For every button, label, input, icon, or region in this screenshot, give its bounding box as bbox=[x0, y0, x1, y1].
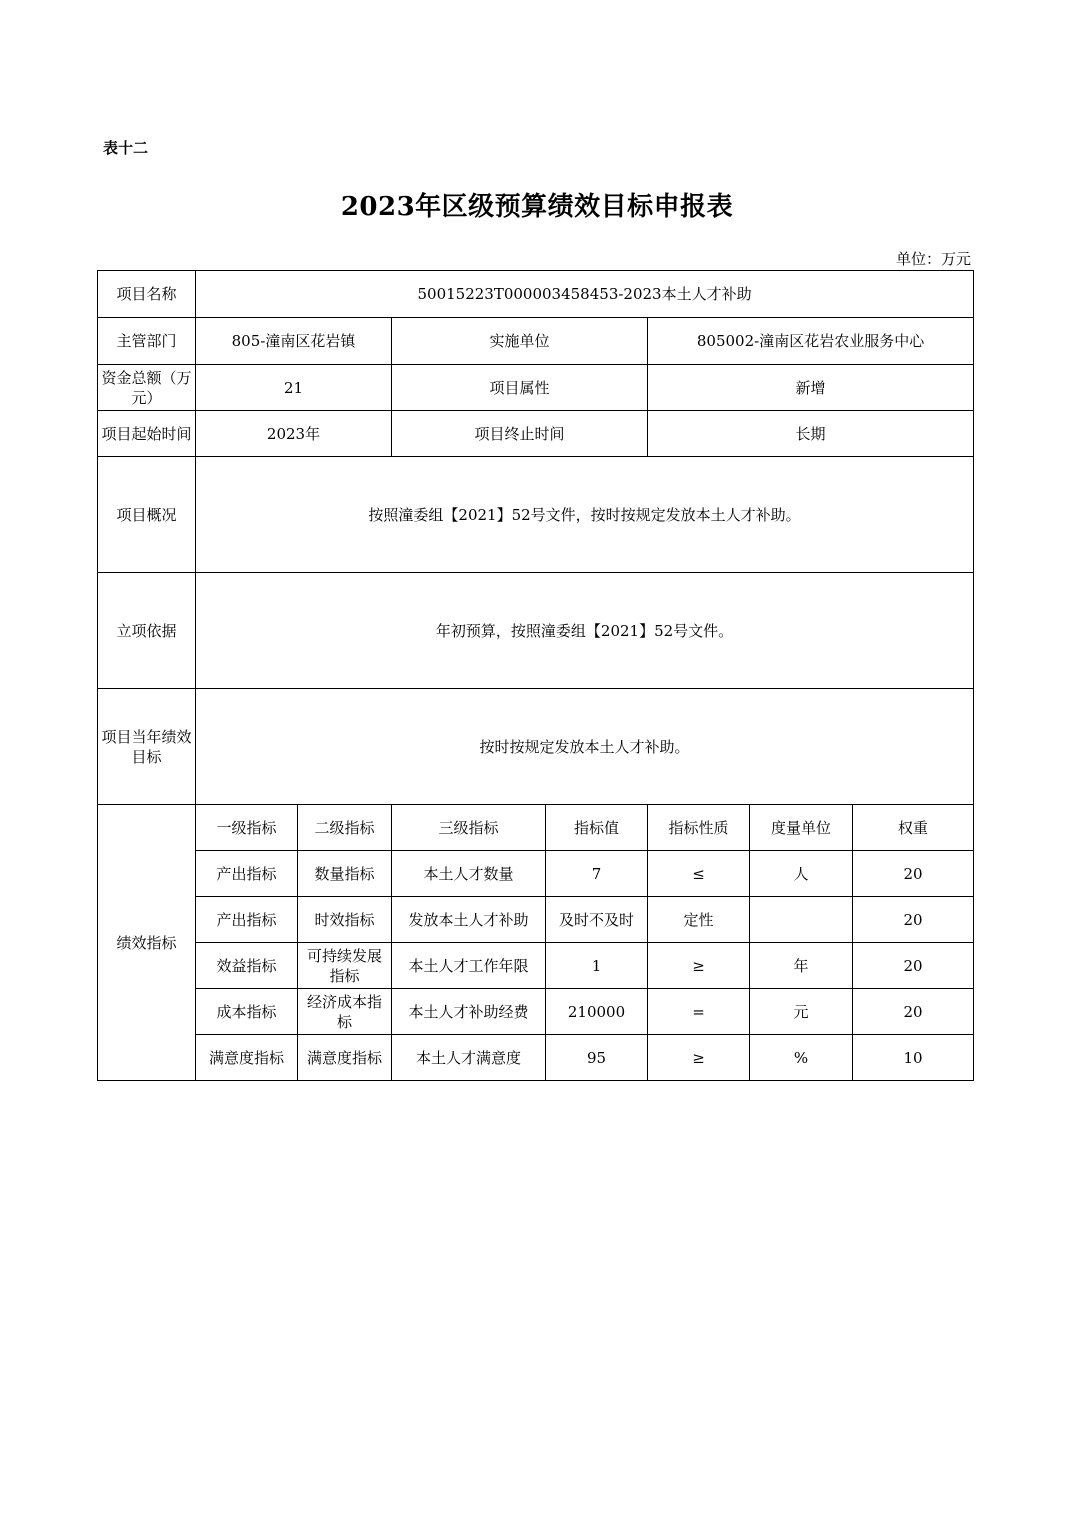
level3-cell: 本土人才数量 bbox=[392, 851, 546, 897]
indicator-header-row bbox=[98, 805, 974, 851]
header-value: 指标值 bbox=[546, 805, 648, 851]
nature-cell: 定性 bbox=[648, 897, 750, 943]
indicator-row bbox=[98, 1035, 974, 1081]
level3-cell: 本土人才补助经费 bbox=[392, 989, 546, 1035]
weight-cell: 10 bbox=[853, 1035, 974, 1081]
department-label: 主管部门 bbox=[98, 318, 196, 365]
end-time-label: 项目终止时间 bbox=[392, 411, 648, 457]
implementing-unit-label: 实施单位 bbox=[392, 318, 648, 365]
project-name-value: 50015223T000003458453-2023本土人才补助 bbox=[196, 271, 974, 318]
weight-cell: 20 bbox=[853, 989, 974, 1035]
table-number: 表十二 bbox=[103, 139, 149, 157]
indicator-section-label: 绩效指标 bbox=[98, 805, 196, 1081]
value-cell: 7 bbox=[546, 851, 648, 897]
implementing-unit-value: 805002-潼南区花岩农业服务中心 bbox=[648, 318, 974, 365]
level2-cell: 可持续发展指标 bbox=[298, 943, 392, 989]
fund-total-label: 资金总额（万元） bbox=[98, 365, 196, 411]
level1-cell: 产出指标 bbox=[196, 851, 298, 897]
level3-cell: 本土人才满意度 bbox=[392, 1035, 546, 1081]
fund-total-value: 21 bbox=[196, 365, 392, 411]
document-title: 2023年区级预算绩效目标申报表 bbox=[340, 192, 734, 222]
value-cell: 1 bbox=[546, 943, 648, 989]
level1-cell: 成本指标 bbox=[196, 989, 298, 1035]
level3-cell: 发放本土人才补助 bbox=[392, 897, 546, 943]
level3-cell: 本土人才工作年限 bbox=[392, 943, 546, 989]
weight-cell: 20 bbox=[853, 897, 974, 943]
header-weight: 权重 bbox=[853, 805, 974, 851]
level2-cell: 满意度指标 bbox=[298, 1035, 392, 1081]
overview-label: 项目概况 bbox=[98, 457, 196, 573]
overview-value: 按照潼委组【2021】52号文件，按时按规定发放本土人才补助。 bbox=[196, 457, 974, 573]
indicator-row bbox=[98, 851, 974, 897]
end-time-value: 长期 bbox=[648, 411, 974, 457]
basis-row bbox=[98, 573, 974, 689]
header-level1: 一级指标 bbox=[196, 805, 298, 851]
start-time-label: 项目起始时间 bbox=[98, 411, 196, 457]
header-level3: 三级指标 bbox=[392, 805, 546, 851]
basis-value: 年初预算，按照潼委组【2021】52号文件。 bbox=[196, 573, 974, 689]
unit-cell: % bbox=[750, 1035, 853, 1081]
value-cell: 及时不及时 bbox=[546, 897, 648, 943]
goal-label: 项目当年绩效目标 bbox=[98, 689, 196, 805]
level2-cell: 时效指标 bbox=[298, 897, 392, 943]
basis-label: 立项依据 bbox=[98, 573, 196, 689]
level1-cell: 产出指标 bbox=[196, 897, 298, 943]
weight-cell: 20 bbox=[853, 943, 974, 989]
header-level2: 二级指标 bbox=[298, 805, 392, 851]
project-attribute-value: 新增 bbox=[648, 365, 974, 411]
unit-cell: 年 bbox=[750, 943, 853, 989]
unit-cell: 元 bbox=[750, 989, 853, 1035]
unit-cell: 人 bbox=[750, 851, 853, 897]
unit-label: 单位：万元 bbox=[895, 250, 971, 268]
time-row bbox=[98, 411, 974, 457]
goal-value: 按时按规定发放本土人才补助。 bbox=[196, 689, 974, 805]
fund-row bbox=[98, 365, 974, 411]
department-value: 805-潼南区花岩镇 bbox=[196, 318, 392, 365]
indicator-row bbox=[98, 897, 974, 943]
project-name-label: 项目名称 bbox=[98, 271, 196, 318]
overview-row bbox=[98, 457, 974, 573]
weight-cell: 20 bbox=[853, 851, 974, 897]
header-unit: 度量单位 bbox=[750, 805, 853, 851]
project-name-row bbox=[98, 271, 974, 318]
level2-cell: 数量指标 bbox=[298, 851, 392, 897]
indicator-row bbox=[98, 943, 974, 989]
nature-cell: ≥ bbox=[648, 943, 750, 989]
performance-target-table bbox=[97, 270, 974, 1081]
department-row bbox=[98, 318, 974, 365]
level2-cell: 经济成本指标 bbox=[298, 989, 392, 1035]
project-attribute-label: 项目属性 bbox=[392, 365, 648, 411]
unit-cell bbox=[750, 897, 853, 943]
nature-cell: ≤ bbox=[648, 851, 750, 897]
nature-cell: ≥ bbox=[648, 1035, 750, 1081]
level1-cell: 满意度指标 bbox=[196, 1035, 298, 1081]
value-cell: 210000 bbox=[546, 989, 648, 1035]
start-time-value: 2023年 bbox=[196, 411, 392, 457]
nature-cell: = bbox=[648, 989, 750, 1035]
indicator-row bbox=[98, 989, 974, 1035]
value-cell: 95 bbox=[546, 1035, 648, 1081]
level1-cell: 效益指标 bbox=[196, 943, 298, 989]
header-nature: 指标性质 bbox=[648, 805, 750, 851]
goal-row bbox=[98, 689, 974, 805]
